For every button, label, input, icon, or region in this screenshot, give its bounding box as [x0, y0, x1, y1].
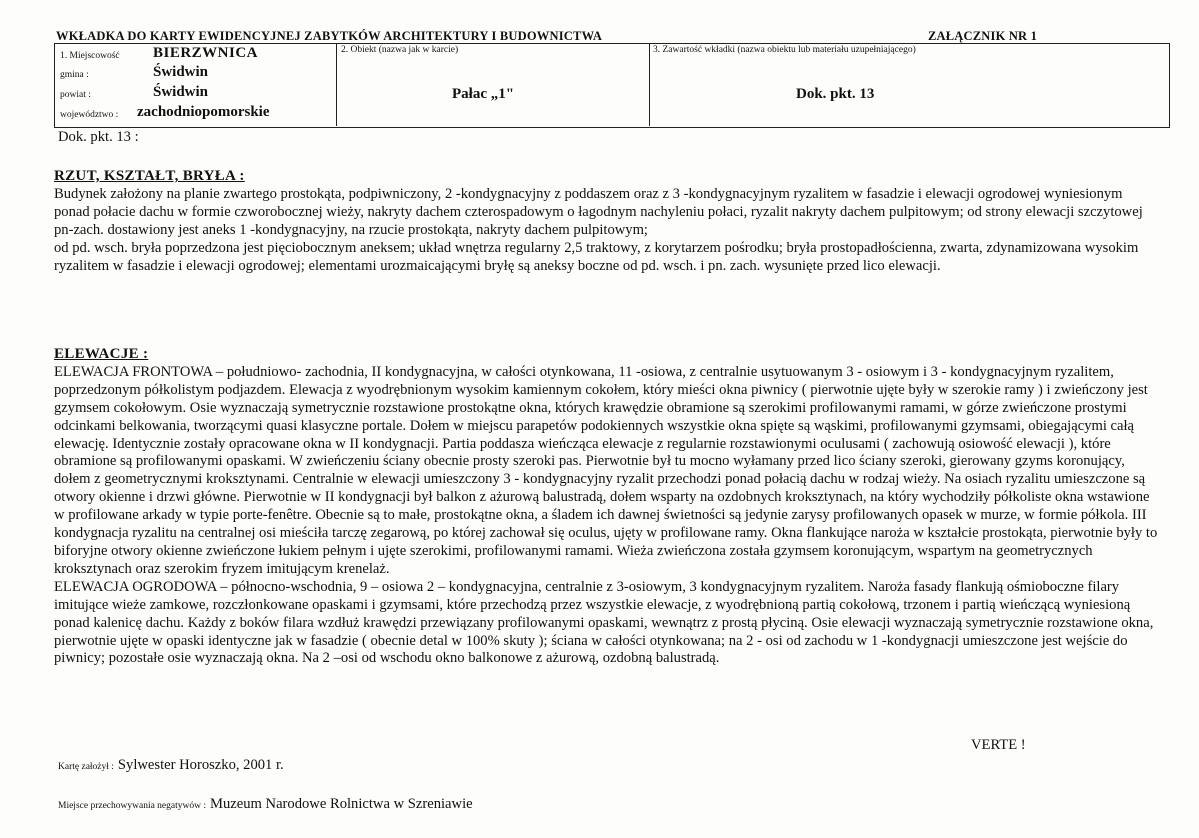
storage-value: Muzeum Narodowe Rolnictwa w Szreniawie [210, 796, 473, 812]
document-title: WKŁADKA DO KARTY EWIDENCYJNEJ ZABYTKÓW ARCHITEKTURY I BUDOWNICTWA [56, 29, 603, 43]
storage-label: Miejsce przechowywania negatywów : [58, 801, 206, 811]
elewacja-frontowa: ELEWACJA FRONTOWA – południowo- zachodnia, II kondygnacyjna, w całości otynkowana, 11 -osiowa, z centralnie usytuowanym 3 - osiowym i 3 - kondygnacyjnym ryzalitem, poprzedzonym półkolistym podjazdem. Elewacja z wyodrębnionym wysokim kamiennym cokołem, który mieści okna piwnicy ( pierwotnie ujęte były w szerokie ramy ) i zwieńczony jest gzymsem cokołowym. Osie wyznaczają symetrycznie rozstawione prostokątne okna, których krawędzie obramione są szerokimi profilowanymi ramami, w górze zwieńczone prostymi odcinkami belkowania, tworzącymi quasi klasyczne portale. Dołem w miejscu parapetów podokiennych wszystkie okna spięte są wąskimi, profilowanymi gzymsami, obiegającymi całą elewację. Identycznie zostały opracowane okna w II kondygnacji. Partia poddasza wieńcząca elewacje z regularnie rozstawionymi oculusami ( zachowują osiowość elewacji ), które obramione są profilowanymi opaskami. W zwieńczeniu ściany obecnie prosty szeroki pas. Pierwotnie był tu mocno wyłamany przed lico ściany szeroki, gierowany gzyms koronujący, dołem z geometrycznymi kroksztynami. Centralnie w elewacji umieszczony 3 - kondygnacyjny ryzalit przechodzi ponad połacią dachu w rodzaj wieży. Na osiach ryzalitu umieszczone są otwory okienne i drzwi główne. Pierwotnie w II kondygnacji był balkon z ażurową balustradą, dołem wsparty na ozdobnych kroksztynach, na który wychodziły półkoliste okna wstawione w profilowane arkady w typie porte-fenêtre. Obecnie są to małe, prostokątne okna, a śladem ich dawnej świetności są jedynie zarysy profilowanych opasek w murze, w formie półkola. III kondygnacja ryzalitu na centralnej osi mieściła tarczę zegarową, po której zachował się oculus, ujęty w profilowane ramy. Okna flankujące naroża w kształcie prostokąta, pierwotnie były to biforyjne otwory okienne zwieńczone łukiem pełnym i ujęte szerokimi, profilowanymi ramami. Wieża zwieńczona została gzymsem koronującym, wspartym na geometrycznych kroksztynach oraz szerokim fryzem imitującym krenelaż. [54, 363, 1158, 577]
author-label: Kartę założył : [58, 762, 114, 772]
verte-note: VERTE ! [971, 737, 1026, 753]
miejscowosc-value: BIERZWNICA [153, 45, 259, 61]
section-rzut-heading: RZUT, KSZTAŁT, BRYŁA : [54, 168, 245, 184]
storage-line [58, 795, 473, 813]
header-divider-1 [336, 44, 337, 126]
header-divider-2 [649, 44, 650, 126]
content-label: 3. Zawartość wkładki (nazwa obiektu lub materiału uzupełniającego) [653, 45, 916, 55]
section-elewacje [54, 346, 1159, 668]
gmina-label: gmina : [60, 70, 89, 80]
powiat-value: Świdwin [153, 84, 209, 100]
rzut-paragraph-1: Budynek założony na planie zwartego prostokąta, podpiwniczony, 2 -kondygnacyjny z poddaszem oraz z 3 -kondygnacyjnym ryzalitem w fasadzie i elewacji ogrodowej wyniesionym ponad połacie dachu w formie czworobocznej wieży, nakryty dachem czterospadowym o łagodnym nachyleniu połaci, ryzalit nakryty dachem pulpitowym; od strony elewacji szczytowej pn-zach. dostawiony jest aneks 1 -kondygnacyjny, na rzucie prostokąta, nakryty dachem pulpitowym; [54, 185, 1143, 238]
author-line [58, 756, 284, 774]
wojewodztwo-value: zachodniopomorskie [137, 104, 270, 120]
gmina-value: Świdwin [153, 64, 209, 80]
powiat-label: powiat : [60, 90, 91, 100]
content-value: Dok. pkt. 13 [796, 86, 875, 102]
attachment-label: ZAŁĄCZNIK NR 1 [928, 29, 1038, 43]
section-elewacje-heading: ELEWACJE : [54, 346, 149, 362]
object-value: Pałac „1" [452, 86, 515, 102]
rzut-paragraph-2: od pd. wsch. bryła poprzedzona jest pięciobocznym aneksem; układ wnętrza regularny 2,5 traktowy, z korytarzem pośrodku; bryła prostopadłościenna, zwarta, zdynamizowana wysokim ryzalitem w fasadzie i elewacji ogrodowej; elementami urozmaicającymi bryłę są aneksy boczne od pd. wsch. i pn. zach. wysunięte przed lico elewacji. [54, 239, 1139, 274]
author-value: Sylwester Horoszko, 2001 r. [117, 757, 284, 773]
miejscowosc-label: 1. Miejscowość [60, 51, 120, 61]
wojewodztwo-label: województwo : [60, 110, 119, 120]
section-rzut [54, 168, 1159, 275]
doc-reference: Dok. pkt. 13 : [58, 129, 139, 145]
object-label: 2. Obiekt (nazwa jak w karcie) [341, 45, 459, 55]
elewacja-ogrodowa: ELEWACJA OGRODOWA – północno-wschodnia, 9 – osiowa 2 – kondygnacyjna, centralnie z 3-osiowym, 3 kondygnacyjnym ryzalitem. Naroża fasady flankują ośmioboczne filary imitujące wieże zamkowe, rozczłonkowane opaskami i gzymsami, które przechodzą przez wszystkie elewacje, z wyodrębnioną partią cokołową, trzonem i partią wieńczącą wyniesioną ponad kalenicę dachu. Każdy z boków filara wzdłuż krawędzi przewiązany profilowanymi opaskami, wewnątrz z prostą płyciną. Osie elewacji wyznaczają symetrycznie rozstawione okna, pierwotnie ujęte w opaski identyczne jak w fasadzie ( obecnie detal w 100% skuty ); ściana w całości otynkowana; na 2 - osi od zachodu w 1 -kondygnacji umieszczone jest wejście do piwnicy; pozostałe osie wyznaczają okna. Na 2 –osi od wschodu okno balkonowe z ażurową, ozdobną balustradą. [54, 578, 1154, 667]
